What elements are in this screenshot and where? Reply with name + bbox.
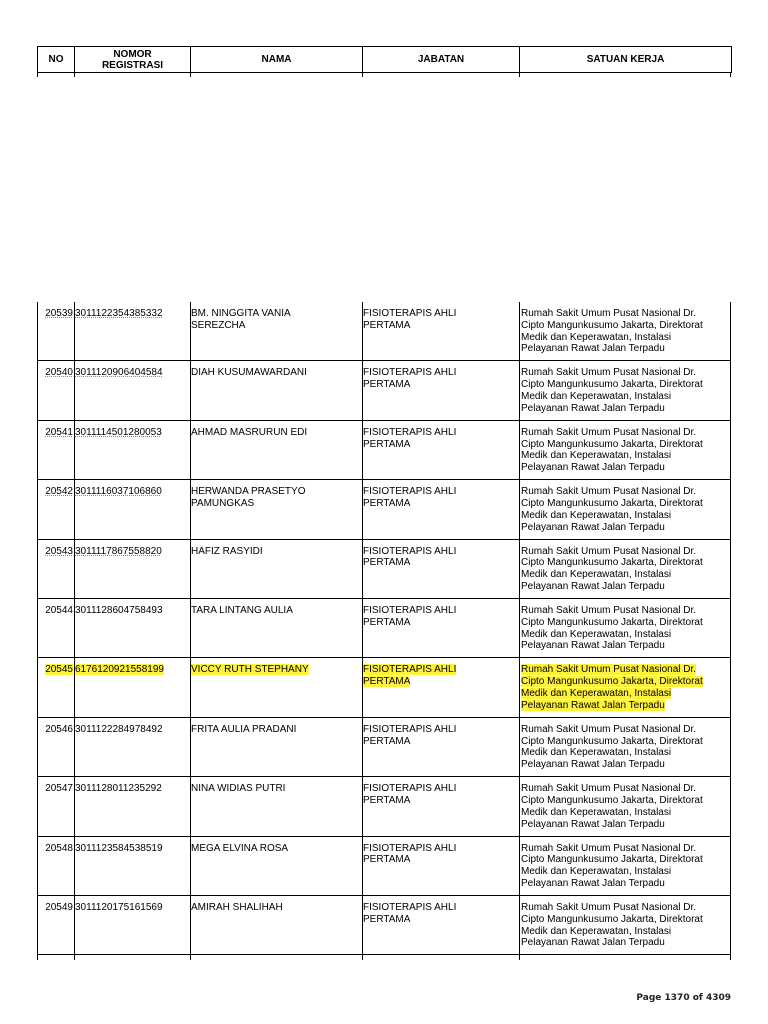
cell-satuan-kerja bbox=[521, 843, 729, 890]
cell-nama-text: FRITA AULIA PRADANI bbox=[191, 723, 297, 735]
header-nomor-registrasi: NOMOR REGISTRASI bbox=[75, 47, 191, 73]
header-nama: NAMA bbox=[191, 47, 363, 73]
cell-no bbox=[37, 724, 73, 736]
cell-satuan-kerja bbox=[521, 308, 729, 355]
cell-satuan-kerja bbox=[521, 605, 729, 652]
cell-jabatan bbox=[363, 605, 517, 629]
cell-jabatan-text: FISIOTERAPIS AHLI PERTAMA bbox=[363, 308, 457, 331]
cell-nomor-registrasi bbox=[75, 367, 189, 379]
cell-nomor-registrasi bbox=[75, 486, 189, 498]
divider bbox=[730, 73, 731, 77]
cell-nama-text: BM. NINGGITA VANIA SEREZCHA bbox=[191, 308, 291, 331]
cell-no bbox=[37, 843, 73, 855]
cell-satuan-kerja bbox=[521, 486, 729, 533]
cell-jabatan bbox=[363, 902, 517, 926]
cell-nama bbox=[191, 308, 361, 332]
cell-no-text: 20548 bbox=[45, 842, 73, 854]
cell-nomor-registrasi-text: 3011128011235292 bbox=[75, 783, 162, 795]
cell-satuan-kerja bbox=[521, 427, 729, 474]
cell-nama-text: HERWANDA PRASETYO PAMUNGKAS bbox=[191, 486, 306, 509]
cell-nama bbox=[191, 427, 361, 439]
cell-nomor-registrasi-text: 3011116037106860 bbox=[75, 486, 162, 498]
cell-satuan-kerja-text: Rumah Sakit Umum Pusat Nasional Dr. Cipto Mangunkusumo Jakarta, Direktorat Medik dan Keperawatan, Instalasi Pelayanan Rawat Jalan Terpadu bbox=[521, 723, 703, 771]
cell-jabatan-text: FISIOTERAPIS AHLI PERTAMA bbox=[363, 545, 457, 569]
cell-nama-text: AMIRAH SHALIHAH bbox=[191, 902, 283, 913]
table-row bbox=[37, 658, 731, 717]
header-no: NO bbox=[38, 47, 75, 73]
cell-no bbox=[37, 546, 73, 558]
divider bbox=[362, 73, 363, 77]
table-row bbox=[37, 540, 731, 599]
cell-no-text: 20543 bbox=[45, 545, 73, 557]
cell-no-text: 20545 bbox=[45, 664, 73, 676]
cell-jabatan bbox=[363, 367, 517, 391]
cell-nomor-registrasi bbox=[75, 724, 189, 736]
cell-nomor-registrasi bbox=[75, 546, 189, 558]
cell-jabatan bbox=[363, 664, 517, 688]
table-row bbox=[37, 777, 731, 836]
cell-nomor-registrasi bbox=[75, 783, 189, 795]
cell-satuan-kerja bbox=[521, 664, 729, 711]
header-satuan-kerja: SATUAN KERJA bbox=[520, 47, 732, 73]
cell-nomor-registrasi-text: 3011120906404584 bbox=[75, 367, 163, 379]
table-row bbox=[37, 599, 731, 658]
divider bbox=[74, 73, 75, 77]
cell-no bbox=[37, 427, 73, 439]
cell-no bbox=[37, 783, 73, 795]
cell-satuan-kerja-text: Rumah Sakit Umum Pusat Nasional Dr. Cipto Mangunkusumo Jakarta, Direktorat Medik dan Keperawatan, Instalasi Pelayanan Rawat Jalan Terpadu bbox=[521, 664, 703, 711]
cell-no bbox=[37, 308, 73, 320]
cell-nama-text: NINA WIDIAS PUTRI bbox=[191, 783, 286, 795]
cell-nomor-registrasi bbox=[75, 664, 189, 676]
cell-satuan-kerja-text: Rumah Sakit Umum Pusat Nasional Dr. Cipto Mangunkusumo Jakarta, Direktorat Medik dan Keperawatan, Instalasi Pelayanan Rawat Jalan Terpadu bbox=[521, 426, 703, 474]
cell-no-text: 20540 bbox=[45, 367, 73, 379]
cell-jabatan bbox=[363, 546, 517, 570]
cell-nama-text: TARA LINTANG AULIA bbox=[191, 605, 293, 616]
cell-nomor-registrasi-text: 3011122284978492 bbox=[75, 723, 163, 735]
cell-nomor-registrasi-text: 3011122354385332 bbox=[75, 308, 163, 319]
cell-nomor-registrasi bbox=[75, 308, 189, 320]
cell-no-text: 20549 bbox=[45, 902, 73, 913]
cell-nama bbox=[191, 367, 361, 379]
cell-jabatan bbox=[363, 783, 517, 807]
cell-nomor-registrasi-text: 3011123584538519 bbox=[75, 842, 163, 854]
table-row bbox=[37, 837, 731, 896]
cell-nama-text: HAFIZ RASYIDI bbox=[191, 545, 263, 557]
cell-nama bbox=[191, 605, 361, 617]
table-body bbox=[37, 302, 731, 959]
cell-satuan-kerja-text: Rumah Sakit Umum Pusat Nasional Dr. Cipto Mangunkusumo Jakarta, Direktorat Medik dan Keperawatan, Instalasi Pelayanan Rawat Jalan Terpadu bbox=[521, 783, 703, 830]
cell-no-text: 20546 bbox=[45, 723, 73, 735]
cell-satuan-kerja-text: Rumah Sakit Umum Pusat Nasional Dr. Cipto Mangunkusumo Jakarta, Direktorat Medik dan Keperawatan, Instalasi Pelayanan Rawat Jalan Terpadu bbox=[521, 902, 703, 949]
table-row bbox=[37, 361, 731, 420]
cell-satuan-kerja bbox=[521, 783, 729, 830]
cell-no bbox=[37, 486, 73, 498]
cell-nama-text: AHMAD MASRURUN EDI bbox=[191, 426, 308, 438]
cell-nama bbox=[191, 546, 361, 558]
cell-satuan-kerja-text: Rumah Sakit Umum Pusat Nasional Dr. Cipto Mangunkusumo Jakarta, Direktorat Medik dan Keperawatan, Instalasi Pelayanan Rawat Jalan Terpadu bbox=[521, 367, 703, 414]
header-jabatan: JABATAN bbox=[363, 47, 520, 73]
table-row bbox=[37, 421, 731, 480]
cell-no bbox=[37, 664, 73, 676]
cell-satuan-kerja-text: Rumah Sakit Umum Pusat Nasional Dr. Cipto Mangunkusumo Jakarta, Direktorat Medik dan Keperawatan, Instalasi Pelayanan Rawat Jalan Terpadu bbox=[521, 486, 703, 533]
page-number: Page 1370 of 4309 bbox=[636, 993, 731, 1003]
cell-no-text: 20542 bbox=[45, 486, 73, 498]
cell-nomor-registrasi-text: 6176120921558199 bbox=[75, 664, 164, 676]
cell-jabatan bbox=[363, 724, 517, 748]
table-header bbox=[37, 46, 732, 73]
table-row bbox=[37, 302, 731, 361]
divider bbox=[519, 73, 520, 77]
cell-nama bbox=[191, 724, 361, 736]
cell-no-text: 20544 bbox=[45, 605, 73, 616]
cell-nomor-registrasi-text: 3011120175161569 bbox=[75, 902, 163, 913]
cell-satuan-kerja-text: Rumah Sakit Umum Pusat Nasional Dr. Cipto Mangunkusumo Jakarta, Direktorat Medik dan Keperawatan, Instalasi Pelayanan Rawat Jalan Terpadu bbox=[521, 545, 703, 592]
cell-nama bbox=[191, 843, 361, 855]
cell-no-text: 20541 bbox=[45, 426, 73, 438]
cell-nama-text: DIAH KUSUMAWARDANI bbox=[191, 367, 307, 379]
cell-nama-text: MEGA ELVINA ROSA bbox=[191, 842, 289, 854]
cell-satuan-kerja bbox=[521, 546, 729, 593]
cell-no bbox=[37, 367, 73, 379]
cell-jabatan bbox=[363, 843, 517, 867]
cell-jabatan-text: FISIOTERAPIS AHLI PERTAMA bbox=[363, 842, 457, 866]
cell-nama-text: VICCY RUTH STEPHANY bbox=[191, 664, 309, 676]
cell-jabatan-text: FISIOTERAPIS AHLI PERTAMA bbox=[363, 902, 457, 925]
cell-no-text: 20547 bbox=[45, 783, 73, 795]
cell-jabatan bbox=[363, 486, 517, 510]
cell-no-text: 20539 bbox=[45, 308, 73, 319]
cell-jabatan bbox=[363, 308, 517, 332]
cell-jabatan-text: FISIOTERAPIS AHLI PERTAMA bbox=[363, 367, 457, 391]
cell-nama bbox=[191, 486, 361, 510]
cell-jabatan bbox=[363, 427, 517, 451]
cell-nomor-registrasi-text: 3011128604758493 bbox=[75, 605, 163, 616]
divider bbox=[190, 73, 191, 77]
table-row bbox=[37, 718, 731, 777]
cell-satuan-kerja bbox=[521, 367, 729, 414]
cell-nomor-registrasi-text: 3011114501280053 bbox=[75, 426, 162, 438]
cell-nomor-registrasi-text: 3011117867558820 bbox=[75, 545, 162, 557]
cell-satuan-kerja bbox=[521, 902, 729, 949]
cell-jabatan-text: FISIOTERAPIS AHLI PERTAMA bbox=[363, 426, 457, 450]
cell-nama bbox=[191, 902, 361, 914]
cell-nomor-registrasi bbox=[75, 902, 189, 914]
cell-nama bbox=[191, 664, 361, 676]
cell-satuan-kerja-text: Rumah Sakit Umum Pusat Nasional Dr. Cipto Mangunkusumo Jakarta, Direktorat Medik dan Keperawatan, Instalasi Pelayanan Rawat Jalan Terpadu bbox=[521, 842, 703, 889]
cell-nomor-registrasi bbox=[75, 427, 189, 439]
cell-jabatan-text: FISIOTERAPIS AHLI PERTAMA bbox=[363, 486, 457, 509]
cell-jabatan-text: FISIOTERAPIS AHLI PERTAMA bbox=[363, 664, 457, 688]
cell-nomor-registrasi bbox=[75, 605, 189, 617]
cell-satuan-kerja-text: Rumah Sakit Umum Pusat Nasional Dr. Cipto Mangunkusumo Jakarta, Direktorat Medik dan Keperawatan, Instalasi Pelayanan Rawat Jalan Terpadu bbox=[521, 605, 703, 652]
cell-nomor-registrasi bbox=[75, 843, 189, 855]
cell-satuan-kerja bbox=[521, 724, 729, 771]
cell-no bbox=[37, 605, 73, 617]
table-row bbox=[37, 480, 731, 539]
cell-no bbox=[37, 902, 73, 914]
divider bbox=[37, 73, 38, 77]
cell-jabatan-text: FISIOTERAPIS AHLI PERTAMA bbox=[363, 723, 457, 747]
cell-satuan-kerja-text: Rumah Sakit Umum Pusat Nasional Dr. Cipto Mangunkusumo Jakarta, Direktorat Medik dan Keperawatan, Instalasi Pelayanan Rawat Jalan Terpadu bbox=[521, 308, 703, 355]
table-row bbox=[37, 896, 731, 955]
cell-jabatan-text: FISIOTERAPIS AHLI PERTAMA bbox=[363, 605, 457, 628]
cell-nama bbox=[191, 783, 361, 795]
cell-jabatan-text: FISIOTERAPIS AHLI PERTAMA bbox=[363, 783, 457, 806]
